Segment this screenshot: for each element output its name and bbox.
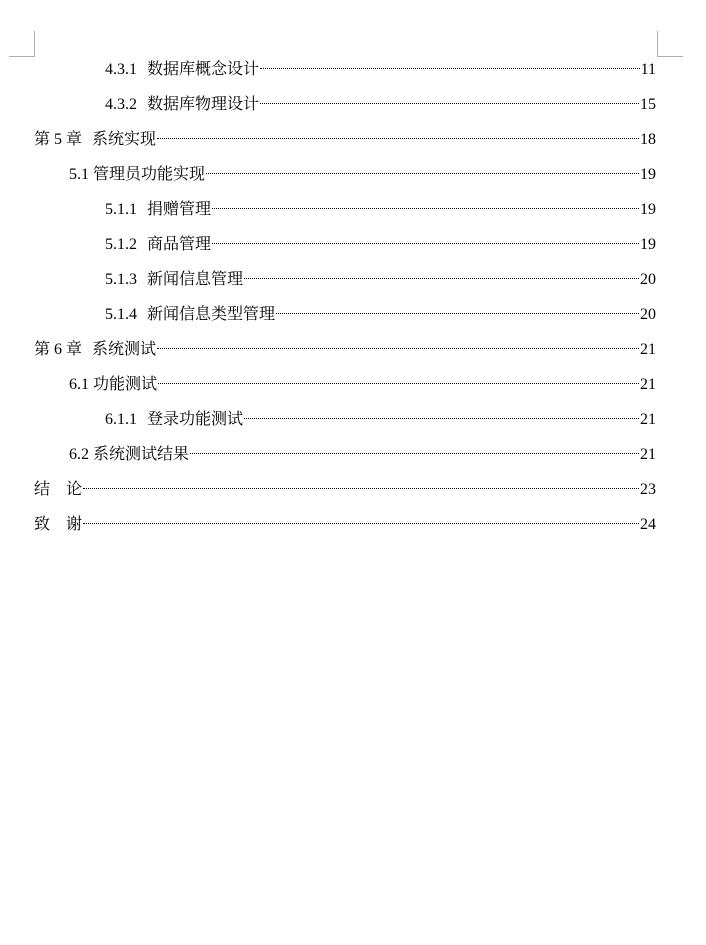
crop-mark-top-left (9, 31, 35, 57)
toc-entry-number: 5.1 (69, 166, 89, 183)
toc-entry-title: 结 论 (34, 481, 83, 498)
toc-entry-page: 20 (640, 306, 656, 323)
toc-entry-6-1[interactable] (34, 367, 656, 402)
toc-entry-number: 5.1.1 (105, 201, 137, 218)
crop-mark-top-right (657, 31, 683, 57)
dot-leader (212, 208, 639, 209)
dot-leader (260, 103, 639, 104)
toc-entry-title: 数据库概念设计 (147, 61, 260, 78)
toc-entry-title: 商品管理 (147, 236, 212, 253)
toc-entry-title: 系统测试 (92, 341, 157, 358)
dot-leader (158, 383, 639, 384)
toc-entry-number: 4.3.1 (105, 61, 137, 78)
dot-leader (83, 488, 639, 489)
dot-leader (244, 278, 639, 279)
toc-entry-6-2[interactable] (34, 437, 656, 472)
dot-leader (212, 243, 639, 244)
toc-entry-title: 登录功能测试 (147, 411, 244, 428)
toc-entry-title: 系统实现 (92, 131, 157, 148)
toc-entry-4-3-1[interactable] (34, 52, 656, 87)
toc-entry-page: 18 (640, 131, 656, 148)
toc-entry-title: 捐赠管理 (147, 201, 212, 218)
dot-leader (276, 313, 639, 314)
toc-entry-4-3-2[interactable] (34, 87, 656, 122)
toc-entry-5-1-1[interactable] (34, 192, 656, 227)
toc-entry-page: 15 (640, 96, 656, 113)
toc-entry-acknowledgements[interactable] (34, 507, 656, 542)
toc-entry-5-1-3[interactable] (34, 262, 656, 297)
toc-entry-title: 功能测试 (93, 376, 158, 393)
toc-entry-5-1[interactable] (34, 157, 656, 192)
toc-entry-page: 23 (640, 481, 656, 498)
dot-leader (206, 173, 639, 174)
toc-entry-6-1-1[interactable] (34, 402, 656, 437)
toc-entry-page: 19 (640, 201, 656, 218)
toc-entry-conclusion[interactable] (34, 472, 656, 507)
dot-leader (190, 453, 639, 454)
toc-entry-page: 11 (640, 61, 656, 78)
toc-entry-title: 致 谢 (34, 516, 83, 533)
toc-entry-page: 19 (640, 166, 656, 183)
dot-leader (244, 418, 639, 419)
toc-entry-5-1-4[interactable] (34, 297, 656, 332)
toc-entry-page: 21 (640, 411, 656, 428)
dot-leader (260, 68, 640, 69)
dot-leader (83, 523, 639, 524)
toc-entry-5-1-2[interactable] (34, 227, 656, 262)
toc-entry-chapter-6[interactable] (34, 332, 656, 367)
toc-entry-number: 5.1.3 (105, 271, 137, 288)
toc-entry-number: 第 6 章 (34, 341, 83, 358)
toc-entry-title: 管理员功能实现 (93, 166, 206, 183)
toc-entry-title: 新闻信息管理 (147, 271, 244, 288)
dot-leader (157, 138, 639, 139)
toc-entry-page: 24 (640, 516, 656, 533)
toc-entry-number: 6.1.1 (105, 411, 137, 428)
table-of-contents (34, 52, 656, 542)
toc-entry-number: 6.1 (69, 376, 89, 393)
toc-entry-chapter-5[interactable] (34, 122, 656, 157)
toc-entry-number: 6.2 (69, 446, 89, 463)
toc-entry-number: 5.1.2 (105, 236, 137, 253)
toc-entry-page: 19 (640, 236, 656, 253)
toc-entry-title: 系统测试结果 (93, 446, 190, 463)
dot-leader (157, 348, 639, 349)
toc-entry-page: 20 (640, 271, 656, 288)
toc-entry-page: 21 (640, 341, 656, 358)
toc-entry-number: 4.3.2 (105, 96, 137, 113)
toc-entry-title: 数据库物理设计 (147, 96, 260, 113)
toc-entry-title: 新闻信息类型管理 (147, 306, 276, 323)
toc-entry-number: 第 5 章 (34, 131, 83, 148)
toc-entry-page: 21 (640, 446, 656, 463)
toc-entry-number: 5.1.4 (105, 306, 137, 323)
toc-entry-page: 21 (640, 376, 656, 393)
